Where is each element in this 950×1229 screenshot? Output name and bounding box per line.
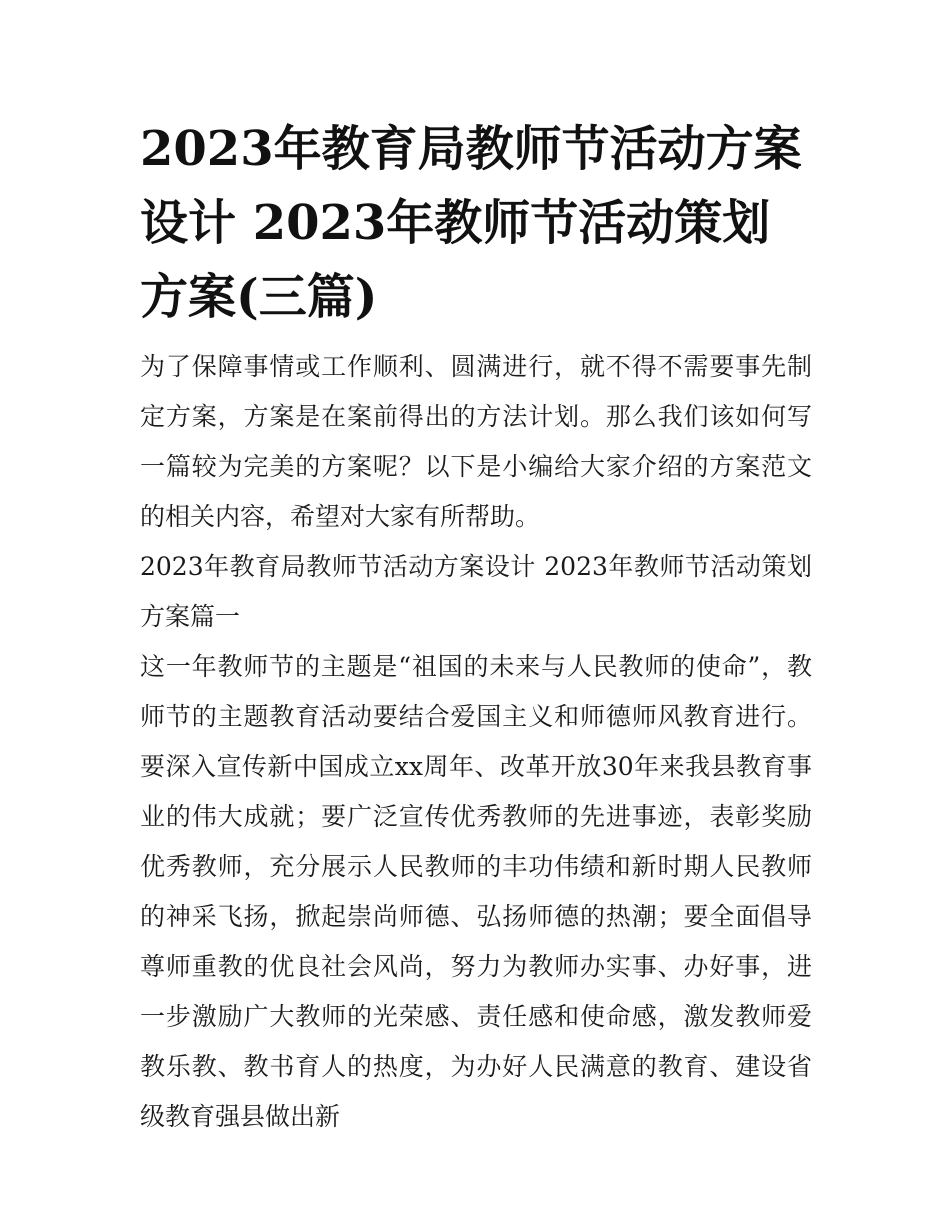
body-paragraph: 这一年教师节的主题是“祖国的未来与人民教师的使命”，教师节的主题教育活动要结合爱国主义和师德师风教育进行。要深入宣传新中国成立xx周年、改革开放30年来我县教育事业的伟大成就；要广泛宣传优秀教师的先进事迹，表彰奖励优秀教师，充分展示人民教师的丰功伟绩和新时期人民教师的神采飞扬，掀起崇尚师德、弘扬师德的热潮；要全面倡导尊师重教的优良社会风尚，努力为教师办实事、办好事，进一步激励广大教师的光荣感、责任感和使命感，激发教师爱教乐教、教书育人的热度，为办好人民满意的教育、建设省级教育强县做出新 <box>140 652 812 1131</box>
document-content <box>140 112 812 1142</box>
document-title: 2023年教育局教师节活动方案设计 2023年教师节活动策划方案(三篇) <box>140 121 802 325</box>
section-heading: 2023年教育局教师节活动方案设计 2023年教师节活动策划方案篇一 <box>140 552 812 631</box>
intro-paragraph: 为了保障事情或工作顺利、圆满进行，就不得不需要事先制定方案，方案是在案前得出的方法计划。那么我们该如何写一篇较为完美的方案呢？以下是小编给大家介绍的方案范文的相关内容，希望对大家有所帮助。 <box>140 352 812 531</box>
